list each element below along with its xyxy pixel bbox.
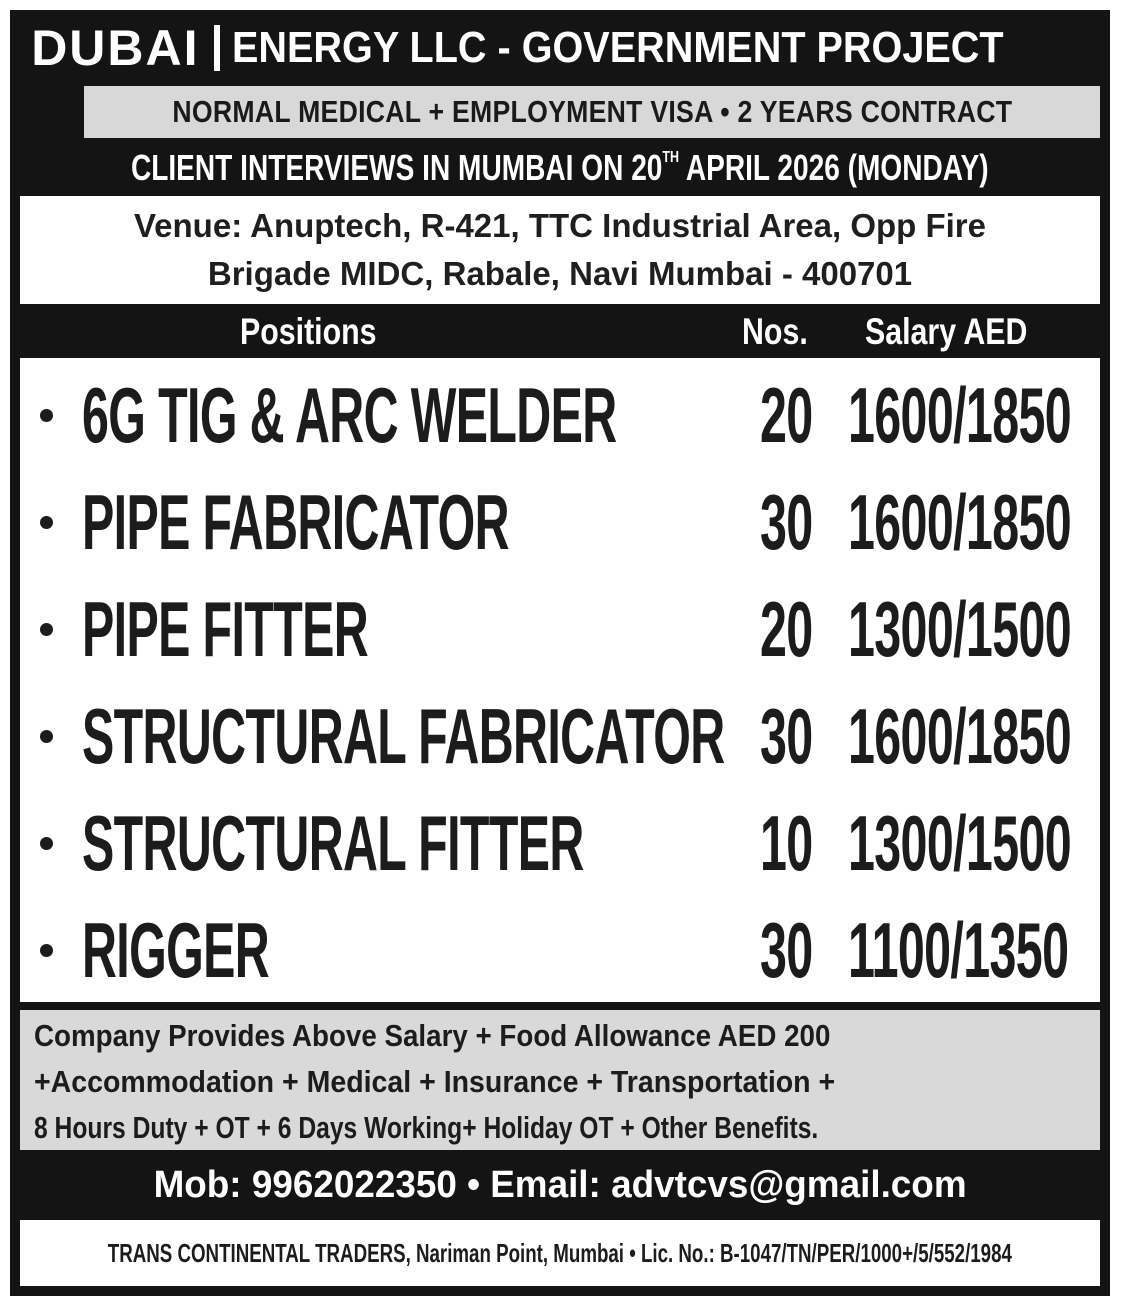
table-row: [20, 576, 1100, 683]
bullet-icon: [40, 730, 53, 743]
table-row: [20, 683, 1100, 790]
title-separator: [214, 25, 220, 71]
bullet-icon: [40, 944, 53, 957]
footer-box: [20, 1220, 1100, 1286]
row-salary: 1300/1500: [848, 799, 1072, 887]
row-position: STRUCTURAL FABRICATOR: [82, 692, 725, 780]
table-row: [20, 362, 1100, 469]
row-nos: 10: [760, 799, 813, 887]
header-nos: Nos.: [742, 311, 808, 352]
header-positions: Positions: [240, 311, 377, 352]
row-salary: 1300/1500: [848, 585, 1072, 673]
positions-table: [20, 358, 1100, 1002]
interview-after: APRIL 2026 (MONDAY): [679, 147, 989, 188]
venue-line-1: Venue: Anuptech, R-421, TTC Industrial Area, Opp Fire: [133, 207, 987, 244]
subheader-text: NORMAL MEDICAL + EMPLOYMENT VISA • 2 YEARS CONTRACT: [172, 94, 1012, 129]
row-nos: 20: [760, 371, 813, 459]
table-header: [10, 304, 1110, 358]
job-advertisement: [10, 10, 1110, 1296]
row-salary: 1600/1850: [848, 692, 1072, 780]
benefits-box: [20, 1010, 1100, 1150]
interview-bar: [10, 140, 1110, 196]
table-row: [20, 469, 1100, 576]
table-row: [20, 790, 1100, 897]
row-nos: 30: [760, 478, 813, 566]
table-row: [20, 897, 1100, 1004]
benefits-line-3: 8 Hours Duty + OT + 6 Days Working+ Holiday OT + Other Benefits.: [34, 1110, 819, 1145]
row-nos: 30: [760, 692, 813, 780]
row-nos: 20: [760, 585, 813, 673]
row-nos: 30: [760, 906, 813, 994]
interview-text: [131, 147, 989, 189]
venue-box: [20, 196, 1100, 304]
venue-line-2: Brigade MIDC, Rabale, Navi Mumbai - 400701: [207, 255, 913, 292]
benefits-line-1: Company Provides Above Salary + Food Allowance AED 200: [34, 1018, 831, 1053]
title-company: ENERGY LLC - GOVERNMENT PROJECT: [231, 23, 1004, 72]
benefits-line-2: +Accommodation + Medical + Insurance + Transportation +: [34, 1064, 836, 1099]
row-position: 6G TIG & ARC WELDER: [82, 371, 617, 459]
title-city: DUBAI: [31, 20, 200, 76]
row-position: PIPE FITTER: [82, 585, 369, 673]
header-salary: Salary AED: [865, 311, 1028, 352]
interview-before: CLIENT INTERVIEWS IN MUMBAI ON 20: [131, 147, 663, 188]
row-position: STRUCTURAL FITTER: [82, 799, 584, 887]
bullet-icon: [40, 516, 53, 529]
row-salary: 1100/1350: [848, 906, 1069, 994]
subheader-bar: [84, 86, 1100, 138]
row-position: PIPE FABRICATOR: [82, 478, 509, 566]
contact-text: Mob: 9962022350 • Email: advtcvs@gmail.com: [153, 1163, 967, 1206]
row-salary: 1600/1850: [848, 478, 1072, 566]
bullet-icon: [40, 837, 53, 850]
row-position: RIGGER: [82, 906, 270, 994]
bullet-icon: [40, 623, 53, 636]
row-salary: 1600/1850: [848, 371, 1072, 459]
contact-bar: [10, 1156, 1110, 1214]
interview-sup: TH: [662, 149, 680, 166]
title-bar: [10, 10, 1110, 86]
bullet-icon: [40, 409, 53, 422]
footer-text: TRANS CONTINENTAL TRADERS, Nariman Point, Mumbai • Lic. No.: B-1047/TN/PER/1000+/5/552/1984: [107, 1237, 1013, 1268]
